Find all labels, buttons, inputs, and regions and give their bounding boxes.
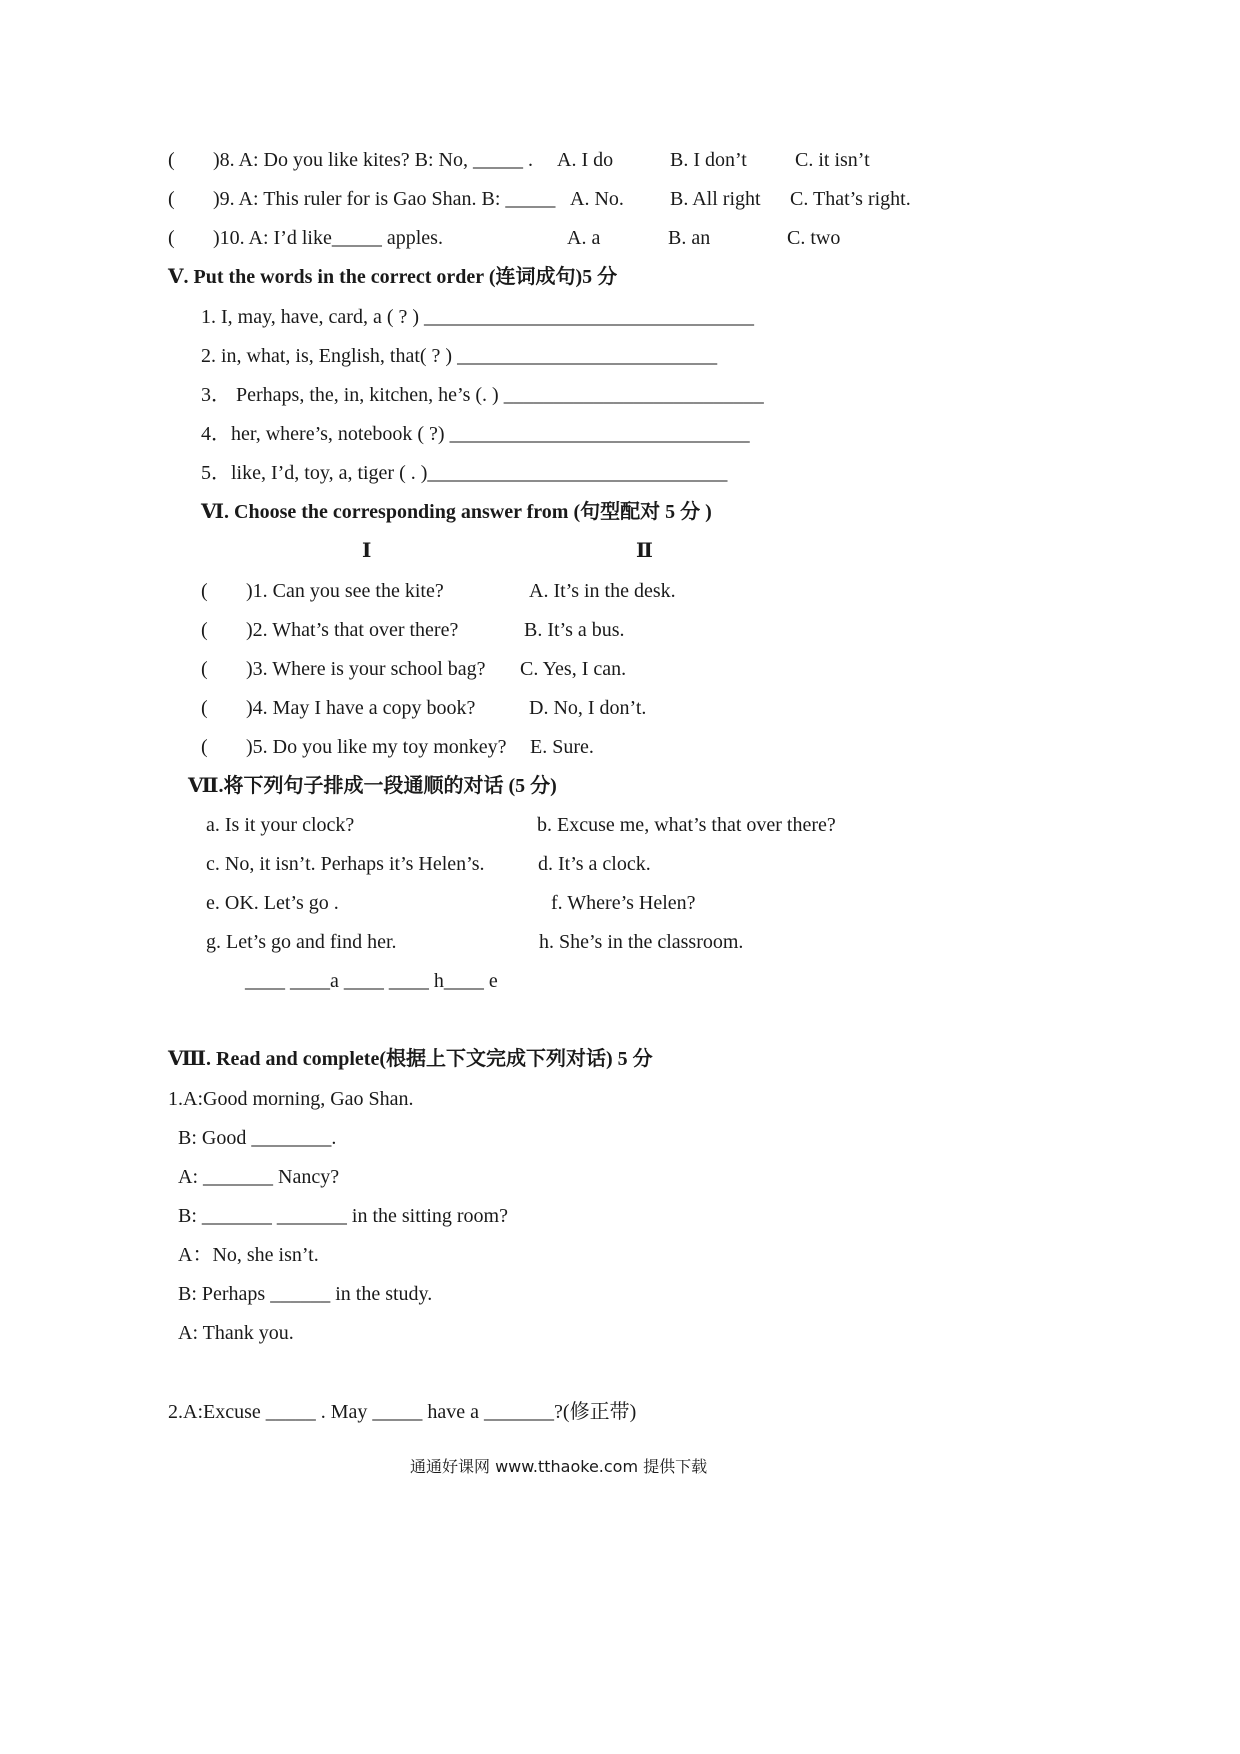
option-a: A. No.: [570, 188, 624, 210]
dialogue-1-line-1: 1.A:Good morning, Gao Shan.: [168, 1088, 414, 1110]
dialogue-1-line-4: B: _______ _______ in the sitting room?: [178, 1205, 508, 1227]
answer-paren: (: [201, 580, 208, 602]
column-2-heading: Ⅱ: [636, 540, 653, 562]
match-answer: D. No, I don’t.: [529, 697, 647, 719]
dialogue-sentence-g: g. Let’s go and find her.: [206, 931, 397, 953]
answer-paren: (: [201, 736, 208, 758]
section-6-title: Ⅵ. Choose the corresponding answer from (句型配对 5 分 ): [201, 501, 712, 523]
match-question: )5. Do you like my toy monkey?: [246, 736, 507, 758]
option-c: C. That’s right.: [790, 188, 911, 210]
match-question: )4. May I have a copy book?: [246, 697, 476, 719]
dialogue-sentence-b: b. Excuse me, what’s that over there?: [537, 814, 836, 836]
dialogue-sentence-f: f. Where’s Helen?: [551, 892, 696, 914]
match-answer: C. Yes, I can.: [520, 658, 627, 680]
answer-paren: (: [168, 188, 175, 210]
option-c: C. two: [787, 227, 841, 249]
dialogue-1-line-2: B: Good ________.: [178, 1127, 337, 1149]
match-question: )3. Where is your school bag?: [246, 658, 486, 680]
option-b: B. an: [668, 227, 711, 249]
order-answer-line: ____ ____a ____ ____ h____ e: [245, 970, 498, 992]
order-item-3: 3． Perhaps, the, in, kitchen, he’s (. ) __________________________: [201, 384, 764, 406]
match-answer: E. Sure.: [530, 736, 594, 758]
dialogue-1-line-7: A: Thank you.: [178, 1322, 294, 1344]
dialogue-2-line-1: 2.A:Excuse _____ . May _____ have a _______?(修正带): [168, 1401, 637, 1423]
answer-paren: (: [201, 697, 208, 719]
option-a: A. a: [567, 227, 601, 249]
option-c: C. it isn’t: [795, 149, 870, 171]
dialogue-1-line-6: B: Perhaps ______ in the study.: [178, 1283, 433, 1305]
order-item-2: 2. in, what, is, English, that( ? ) __________________________: [201, 345, 718, 367]
answer-paren: (: [168, 227, 175, 249]
dialogue-sentence-a: a. Is it your clock?: [206, 814, 355, 836]
question-text: )8. A: Do you like kites? B: No, _____ .: [213, 149, 533, 171]
dialogue-sentence-e: e. OK. Let’s go .: [206, 892, 339, 914]
order-item-4: 4．her, where’s, notebook ( ?) ______________________________: [201, 423, 750, 445]
match-answer: B. It’s a bus.: [524, 619, 625, 641]
dialogue-1-line-3: A: _______ Nancy?: [178, 1166, 340, 1188]
answer-paren: (: [201, 658, 208, 680]
option-b: B. I don’t: [670, 149, 747, 171]
answer-paren: (: [168, 149, 175, 171]
answer-paren: (: [201, 619, 208, 641]
section-7-title: Ⅶ.将下列句子排成一段通顺的对话 (5 分): [188, 775, 557, 797]
match-answer: A. It’s in the desk.: [529, 580, 676, 602]
dialogue-sentence-h: h. She’s in the classroom.: [539, 931, 744, 953]
column-1-heading: Ⅰ: [362, 540, 372, 562]
question-text: )9. A: This ruler for is Gao Shan. B: _____: [213, 188, 556, 210]
option-a: A. I do: [557, 149, 614, 171]
order-item-5: 5．like, I’d, toy, a, tiger ( . )______________________________: [201, 462, 728, 484]
dialogue-sentence-d: d. It’s a clock.: [538, 853, 651, 875]
section-5-title: Ⅴ. Put the words in the correct order (连词成句)5 分: [168, 266, 618, 288]
section-8-title: Ⅷ. Read and complete(根据上下文完成下列对话) 5 分: [168, 1048, 653, 1070]
match-question: )2. What’s that over there?: [246, 619, 459, 641]
page-footer: 通通好课网 www.tthaoke.com 提供下载: [410, 1457, 708, 1476]
question-text: )10. A: I’d like_____ apples.: [213, 227, 443, 249]
dialogue-1-line-5: A：No, she isn’t.: [178, 1244, 319, 1266]
option-b: B. All right: [670, 188, 761, 210]
order-item-1: 1. I, may, have, card, a ( ? ) _________________________________: [201, 306, 755, 328]
match-question: )1. Can you see the kite?: [246, 580, 444, 602]
dialogue-sentence-c: c. No, it isn’t. Perhaps it’s Helen’s.: [206, 853, 485, 875]
